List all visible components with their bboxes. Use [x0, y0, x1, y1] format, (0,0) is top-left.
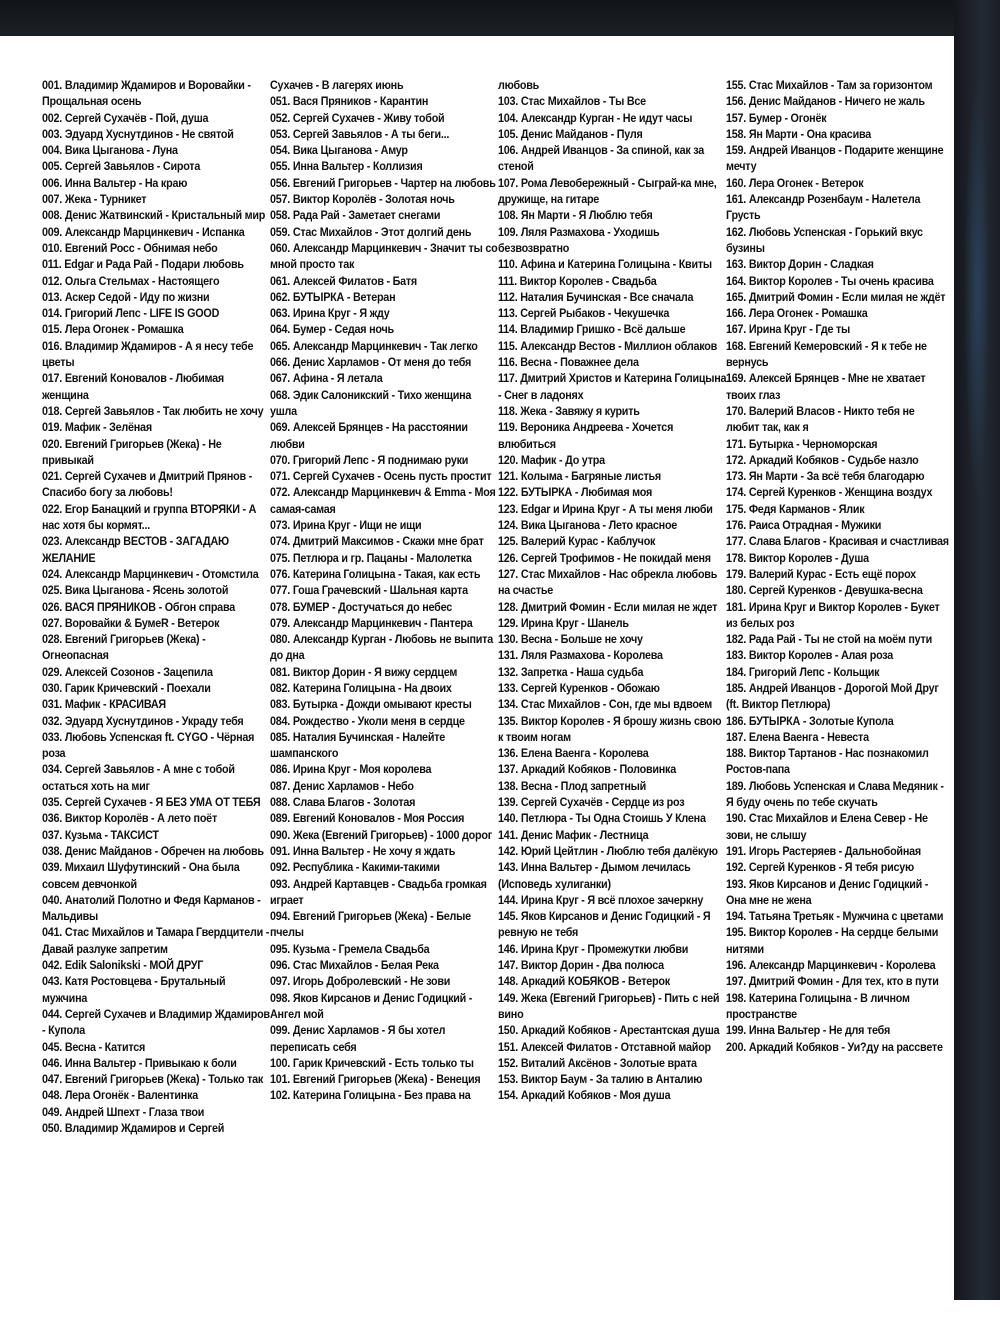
track-entry: 063. Ирина Круг - Я жду: [270, 307, 390, 321]
track-entry: 128. Дмитрий Фомин - Если милая не ждет: [498, 600, 718, 614]
track-entry: 165. Дмитрий Фомин - Если милая не ждёт: [726, 290, 946, 304]
track-entry: 025. Вика Цыганова - Ясень золотой: [42, 584, 229, 598]
track-entry: 077. Гоша Грачевский - Шальная карта: [270, 584, 468, 598]
track-entry: 194. Татьяна Третьяк - Мужчина с цветами: [726, 910, 944, 924]
track-entry: 045. Весна - Катится: [42, 1040, 146, 1054]
track-entry: 086. Ирина Круг - Моя королева: [270, 763, 432, 777]
track-entry: 119. Вероника Андреева - Хочется влюбиться: [498, 421, 674, 451]
track-entry: 028. Евгений Григорьев (Жека) - Огнеопасная: [42, 633, 206, 663]
track-entry: 183. Виктор Королев - Алая роза: [726, 649, 894, 663]
tracklist-column-4: [726, 78, 949, 1056]
track-entry: 014. Григорий Лепс - LIFE IS GOOD: [42, 307, 220, 321]
track-entry: 088. Слава Благов - Золотая: [270, 796, 416, 810]
track-entry: 062. БУТЫРКА - Ветеран: [270, 290, 396, 304]
track-entry: 072. Александр Марцинкевич & Emma - Моя самая-самая: [270, 486, 496, 516]
track-entry: 007. Жека - Турникет: [42, 193, 147, 207]
track-entry: Сухачев - В лагерях июнь: [270, 79, 404, 92]
track-entry: 038. Денис Майданов - Обречен на любовь: [42, 844, 264, 858]
track-entry: 114. Владимир Гришко - Всё дальше: [498, 323, 686, 337]
tracklist-column-3: [498, 78, 727, 1105]
track-entry: 166. Лера Огонек - Ромашка: [726, 307, 868, 321]
track-entry: 135. Виктор Королев - Я брошу жизнь свою к твоим ногам: [498, 714, 722, 744]
track-entry: 048. Лера Огонёк - Валентинка: [42, 1089, 199, 1103]
track-entry: 138. Весна - Плод запретный: [498, 779, 646, 793]
track-entry: 041. Стас Михайлов и Тамара Гвердцители - Давай разлуке запретим: [42, 926, 270, 956]
track-entry: 006. Инна Вальтер - На краю: [42, 176, 188, 190]
track-entry: 046. Инна Вальтер - Привыкаю к боли: [42, 1056, 237, 1070]
track-entry: 002. Сергей Сухачёв - Пой, душа: [42, 111, 209, 125]
track-entry: 154. Аркадий Кобяков - Моя душа: [498, 1089, 671, 1103]
track-entry: 115. Александр Вестов - Миллион облаков: [498, 339, 718, 353]
track-entry: 146. Ирина Круг - Промежутки любви: [498, 942, 689, 956]
track-entry: 125. Валерий Курас - Каблучок: [498, 535, 656, 549]
track-entry: 188. Виктор Тартанов - Нас познакомил Ростов-папа: [726, 747, 929, 777]
track-entry: 124. Вика Цыганова - Лето красное: [498, 519, 678, 533]
track-entry: 017. Евгений Коновалов - Любимая женщина: [42, 372, 224, 402]
tracklist-column-1: [42, 78, 271, 1137]
track-entry: 008. Денис Жатвинский - Кристальный мир: [42, 209, 266, 223]
track-entry: 190. Стас Михайлов и Елена Север - Не зови, не слышу: [726, 812, 928, 842]
track-entry: 097. Игорь Добролевский - Не зови: [270, 975, 451, 989]
track-entry: 012. Ольга Стельмах - Настоящего: [42, 274, 220, 288]
page-margin-left: [0, 36, 29, 1300]
track-entry: 140. Петлюра - Ты Одна Стоишь У Клена: [498, 812, 706, 826]
track-entry: 102. Катерина Голицына - Без права на: [270, 1089, 471, 1103]
track-entry: 049. Андрей Шпехт - Глаза твои: [42, 1105, 205, 1119]
track-entry: 169. Алексей Брянцев - Мне не хватает твоих глаз: [726, 372, 926, 402]
track-entry: 172. Аркадий Кобяков - Судьбе назло: [726, 453, 919, 467]
track-entry: 034. Сергей Завьялов - А мне с тобой остаться хоть на миг: [42, 763, 235, 793]
track-entry: 163. Виктор Дорин - Сладкая: [726, 258, 874, 272]
track-entry: 153. Виктор Баум - За талию в Анталию: [498, 1073, 703, 1087]
track-entry: 122. БУТЫРКА - Любимая моя: [498, 486, 653, 500]
track-entry: 105. Денис Майданов - Пуля: [498, 127, 643, 141]
track-entry: 067. Афина - Я летала: [270, 372, 383, 386]
track-entry: 131. Ляля Размахова - Королева: [498, 649, 663, 663]
track-entry: 079. Александр Марцинкевич - Пантера: [270, 616, 473, 630]
track-entry: 141. Денис Мафик - Лестница: [498, 828, 649, 842]
track-entry: 137. Аркадий Кобяков - Половинка: [498, 763, 676, 777]
track-entry: 022. Егор Банацкий и группа ВТОРЯКИ - А нас хотя бы кормят...: [42, 502, 257, 533]
track-entry: 170. Валерий Власов - Никто тебя не любит так, как я: [726, 404, 915, 435]
track-entry: 127. Стас Михайлов - Нас обрекла любовь на счастье: [498, 567, 718, 598]
track-entry: 056. Евгений Григорьев - Чартер на любовь: [270, 176, 496, 190]
track-entry: 116. Весна - Поважнее дела: [498, 356, 639, 370]
track-entry: любовь: [498, 79, 540, 92]
track-entry: 054. Вика Цыганова - Амур: [270, 144, 408, 158]
track-entry: 060. Александр Марцинкевич - Значит ты со мной просто так: [270, 241, 498, 272]
track-entry: 098. Яков Кирсанов и Денис Годицкий - Ангел мой: [270, 991, 473, 1021]
track-entry: 100. Гарик Кричевский - Есть только ты: [270, 1056, 474, 1070]
track-entry: 199. Инна Вальтер - Не для тебя: [726, 1024, 891, 1038]
track-entry: 158. Ян Марти - Она красива: [726, 127, 871, 141]
track-entry: 082. Катерина Голицына - На двоих: [270, 681, 452, 695]
track-entry: 145. Яков Кирсанов и Денис Годицкий - Я ревную не тебя: [498, 910, 711, 940]
track-entry: 132. Запретка - Наша судьба: [498, 665, 644, 679]
track-entry: 157. Бумер - Огонёк: [726, 111, 827, 125]
track-entry: 029. Алексей Созонов - Зацепила: [42, 665, 213, 679]
track-entry: 070. Григорий Лепс - Я поднимаю руки: [270, 453, 469, 467]
track-entry: 139. Сергей Сухачёв - Сердце из роз: [498, 796, 685, 810]
track-entry: 004. Вика Цыганова - Луна: [42, 144, 178, 158]
track-entry: 078. БУМЕР - Достучаться до небес: [270, 600, 453, 614]
track-entry: 179. Валерий Курас - Есть ещё порох: [726, 567, 916, 581]
track-entry: 015. Лера Огонек - Ромашка: [42, 323, 184, 337]
track-entry: 186. БУТЫРКА - Золотые Купола: [726, 714, 894, 728]
track-entry: 189. Любовь Успенская и Слава Медяник - Я буду очень по тебе скучать: [726, 779, 944, 810]
tracklist-column-2: [270, 78, 499, 1105]
track-entry: 001. Владимир Ждамиров и Воровайки - Прощальная осень: [42, 79, 251, 109]
track-entry: 173. Ян Марти - За всё тебя благодарю: [726, 470, 925, 484]
track-entry: 030. Гарик Кричевский - Поехали: [42, 681, 211, 695]
track-entry: 075. Петлюра и гр. Пацаны - Малолетка: [270, 551, 472, 565]
track-entry: 053. Сергей Завьялов - А ты беги...: [270, 127, 450, 141]
track-entry: 040. Анатолий Полотно и Федя Карманов - Мальдивы: [42, 893, 261, 924]
track-entry: 120. Мафик - До утра: [498, 453, 605, 467]
track-entry: 196. Александр Марцинкевич - Королева: [726, 959, 936, 973]
track-entry: 031. Мафик - КРАСИВАЯ: [42, 698, 166, 712]
track-entry: 032. Эдуард Хуснутдинов - Украду тебя: [42, 714, 244, 728]
track-entry: 101. Евгений Григорьев (Жека) - Венеция: [270, 1073, 481, 1087]
track-entry: 142. Юрий Цейтлин - Люблю тебя далёкую: [498, 844, 718, 858]
track-entry: 059. Стас Михайлов - Этот долгий день: [270, 225, 472, 239]
track-entry: 143. Инна Вальтер - Дымом лечилась (Исповедь хулиганки): [498, 861, 691, 891]
track-entry: 021. Сергей Сухачев и Дмитрий Прянов - Спасибо богу за любовь!: [42, 470, 252, 500]
track-entry: 147. Виктор Дорин - Два полюса: [498, 959, 664, 973]
track-entry: 074. Дмитрий Максимов - Скажи мне брат: [270, 535, 484, 549]
track-entry: 162. Любовь Успенская - Горький вкус бузины: [726, 225, 923, 255]
track-entry: 187. Елена Ваенга - Невеста: [726, 730, 869, 744]
track-entry: 057. Виктор Королёв - Золотая ночь: [270, 193, 455, 207]
track-entry: 136. Елена Ваенга - Королева: [498, 747, 649, 761]
track-entry: 121. Колыма - Багряные листья: [498, 470, 661, 484]
track-entry: 152. Виталий Аксёнов - Золотые врата: [498, 1056, 697, 1070]
track-entry: 064. Бумер - Седая ночь: [270, 323, 394, 337]
track-entry: 112. Наталия Бучинская - Все сначала: [498, 290, 694, 304]
track-entry: 033. Любовь Успенская ft. CYGO - Чёрная роза: [42, 730, 255, 761]
track-entry: 019. Мафик - Зелёная: [42, 421, 152, 435]
track-entry: 024. Александр Марцинкевич - Отомстила: [42, 567, 259, 581]
track-entry: 090. Жека (Евгений Григорьев) - 1000 дорог: [270, 828, 492, 842]
track-entry: 171. Бутырка - Черноморская: [726, 437, 878, 451]
track-entry: 134. Стас Михайлов - Сон, где мы вдвоем: [498, 698, 713, 712]
track-entry: 180. Сергей Куренков - Девушка-весна: [726, 584, 923, 598]
track-entry: 087. Денис Харламов - Небо: [270, 779, 414, 793]
track-entry: 037. Кузьма - ТАКСИСТ: [42, 828, 159, 842]
track-entry: 150. Аркадий Кобяков - Арестантская душа: [498, 1024, 720, 1038]
track-entry: 050. Владимир Ждамиров и Сергей: [42, 1122, 225, 1135]
track-entry: 089. Евгений Коновалов - Моя Россия: [270, 812, 465, 826]
track-entry: 106. Андрей Иванцов - За спиной, как за стеной: [498, 144, 705, 174]
page-margin-bottom: [28, 1300, 1000, 1333]
track-entry: 026. ВАСЯ ПРЯНИКОВ - Обгон справа: [42, 600, 235, 614]
track-entry: 084. Рождество - Уколи меня в сердце: [270, 714, 465, 728]
track-entry: 076. Катерина Голицына - Такая, как есть: [270, 567, 481, 581]
track-entry: 065. Александр Марцинкевич - Так легко: [270, 339, 478, 353]
track-entry: 009. Александр Марцинкевич - Испанка: [42, 225, 245, 239]
track-entry: 027. Воровайки & БумеR - Ветерок: [42, 616, 220, 630]
track-entry: 039. Михаил Шуфутинский - Она была совсем девчонкой: [42, 861, 240, 891]
track-entry: 197. Дмитрий Фомин - Для тех, кто в пути: [726, 975, 939, 989]
track-entry: 051. Вася Пряников - Карантин: [270, 95, 429, 109]
track-entry: 168. Евгений Кемеровский - Я к тебе не вернусь: [726, 339, 927, 370]
track-entry: 191. Игорь Растеряев - Дальнобойная: [726, 844, 921, 858]
track-entry: 069. Алексей Брянцев - На расстоянии любви: [270, 421, 468, 451]
tracklist-sheet: [28, 36, 954, 1300]
track-entry: 093. Андрей Картавцев - Свадьба громкая играет: [270, 877, 487, 907]
track-entry: 113. Сергей Рыбаков - Чекушечка: [498, 307, 670, 321]
track-entry: 133. Сергей Куренков - Обожаю: [498, 681, 660, 695]
track-entry: 061. Алексей Филатов - Батя: [270, 274, 417, 288]
track-entry: 080. Александр Курган - Любовь не выпита до дна: [270, 633, 493, 663]
track-entry: 151. Алексей Филатов - Отставной майор: [498, 1040, 711, 1054]
track-entry: 192. Сергей Куренков - Я тебя рисую: [726, 861, 915, 875]
track-entry: 149. Жека (Евгений Григорьев) - Пить с ней вино: [498, 991, 720, 1021]
track-entry: 005. Сергей Завьялов - Сирота: [42, 160, 201, 174]
track-entry: 110. Афина и Катерина Голицына - Квиты: [498, 258, 712, 272]
track-entry: 043. Катя Ростовцева - Брутальный мужчина: [42, 975, 226, 1005]
track-entry: 096. Стас Михайлов - Белая Река: [270, 959, 439, 973]
track-entry: 103. Стас Михайлов - Ты Все: [498, 95, 646, 109]
track-entry: 178. Виктор Королев - Душа: [726, 551, 869, 565]
track-entry: 058. Рада Рай - Заметает снегами: [270, 209, 441, 223]
track-entry: 044. Сергей Сухачев и Владимир Ждамиров - Купола: [42, 1007, 270, 1038]
track-entry: 071. Сергей Сухачев - Осень пусть простит: [270, 470, 492, 484]
track-entry: 109. Ляля Размахова - Уходишь безвозвратно: [498, 225, 660, 255]
track-entry: 200. Аркадий Кобяков - Уи?ду на рассвете: [726, 1040, 943, 1054]
track-entry: 144. Ирина Круг - Я всё плохое зачеркну: [498, 893, 704, 907]
track-entry: 055. Инна Вальтер - Коллизия: [270, 160, 423, 174]
track-entry: 175. Федя Карманов - Ялик: [726, 502, 865, 516]
dark-frame-top: [0, 0, 1000, 36]
track-entry: 036. Виктор Королёв - А лето поёт: [42, 812, 217, 826]
track-entry: 155. Стас Михайлов - Там за горизонтом: [726, 79, 933, 92]
track-entry: 081. Виктор Дорин - Я вижу сердцем: [270, 665, 458, 679]
track-entry: 104. Александр Курган - Не идут часы: [498, 111, 693, 125]
track-entry: 073. Ирина Круг - Ищи не ищи: [270, 519, 422, 533]
track-entry: 161. Александр Розенбаум - Налетела Грусть: [726, 193, 921, 223]
track-entry: 042. Edik Salonikski - МОЙ ДРУГ: [42, 959, 204, 973]
track-entry: 156. Денис Майданов - Ничего не жаль: [726, 95, 925, 109]
track-entry: 108. Ян Марти - Я Люблю тебя: [498, 209, 653, 223]
track-entry: 164. Виктор Королев - Ты очень красива: [726, 274, 934, 288]
track-entry: 091. Инна Вальтер - Не хочу я ждать: [270, 844, 456, 858]
track-entry: 181. Ирина Круг и Виктор Королев - Букет из белых роз: [726, 600, 940, 630]
track-entry: 118. Жека - Завяжу я курить: [498, 404, 640, 418]
track-entry: 020. Евгений Григорьев (Жека) - Не привыкай: [42, 437, 222, 467]
track-entry: 010. Евгений Росс - Обнимая небо: [42, 241, 218, 255]
track-entry: 052. Сергей Сухачев - Живу тобой: [270, 111, 445, 125]
track-entry: 066. Денис Харламов - От меня до тебя: [270, 356, 472, 370]
track-entry: 092. Республика - Какими-такими: [270, 861, 440, 875]
track-entry: 130. Весна - Больше не хочу: [498, 633, 643, 647]
track-entry: 129. Ирина Круг - Шанель: [498, 616, 629, 630]
track-entry: 068. Эдик Салоникский - Тихо женщина ушла: [270, 388, 472, 418]
track-entry: 013. Аскер Седой - Иду по жизни: [42, 290, 210, 304]
track-entry: 123. Edgar и Ирина Круг - А ты меня люби: [498, 502, 713, 516]
track-entry: 016. Владимир Ждамиров - А я несу тебе цветы: [42, 339, 254, 370]
track-entry: 185. Андрей Иванцов - Дорогой Мой Друг (ft. Виктор Петлюра): [726, 681, 939, 712]
track-entry: 176. Раиса Отрадная - Мужики: [726, 519, 882, 533]
track-entry: 126. Сергей Трофимов - Не покидай меня: [498, 551, 711, 565]
track-entry: 011. Edgar и Рада Рай - Подари любовь: [42, 258, 244, 272]
track-entry: 160. Лера Огонек - Ветерок: [726, 176, 864, 190]
track-entry: 195. Виктор Королев - На сердце белыми нитями: [726, 926, 939, 956]
dark-frame-right: [954, 0, 1000, 1300]
track-entry: 184. Григорий Лепс - Кольщик: [726, 665, 880, 679]
track-entry: 167. Ирина Круг - Где ты: [726, 323, 850, 337]
track-entry: 099. Денис Харламов - Я бы хотел переписать себя: [270, 1024, 446, 1054]
track-entry: 182. Рада Рай - Ты не стой на моём пути: [726, 633, 932, 647]
track-entry: 085. Наталия Бучинская - Налейте шампанского: [270, 730, 446, 761]
track-entry: 018. Сергей Завьялов - Так любить не хочу: [42, 404, 264, 418]
track-entry: 198. Катерина Голицына - В личном пространстве: [726, 991, 910, 1021]
track-entry: 174. Сергей Куренков - Женщина воздух: [726, 486, 933, 500]
track-entry: 111. Виктор Королев - Свадьба: [498, 274, 657, 288]
track-entry: 035. Сергей Сухачев - Я БЕЗ УМА ОТ ТЕБЯ: [42, 796, 261, 810]
track-entry: 083. Бутырка - Дожди омывают кресты: [270, 698, 472, 712]
track-entry: 094. Евгений Григорьев (Жека) - Белые пчелы: [270, 910, 471, 940]
track-entry: 095. Кузьма - Гремела Свадьба: [270, 942, 430, 956]
track-entry: 047. Евгений Григорьев (Жека) - Только так: [42, 1073, 264, 1087]
track-entry: 159. Андрей Иванцов - Подарите женщине мечту: [726, 144, 944, 174]
track-entry: 107. Рома Левобережный - Сыграй-ка мне, дружище, на гитаре: [498, 176, 717, 207]
track-entry: 117. Дмитрий Христов и Катерина Голицына - Снег в ладонях: [498, 372, 727, 402]
track-entry: 177. Слава Благов - Красивая и счастливая: [726, 535, 949, 549]
track-entry: 003. Эдуард Хуснутдинов - Не святой: [42, 127, 234, 141]
track-entry: 148. Аркадий КОБЯКОВ - Ветерок: [498, 975, 670, 989]
track-entry: 023. Александр ВЕСТОВ - ЗАГАДАЮ ЖЕЛАНИЕ: [42, 535, 229, 565]
track-entry: 193. Яков Кирсанов и Денис Годицкий - Она мне не жена: [726, 877, 929, 907]
